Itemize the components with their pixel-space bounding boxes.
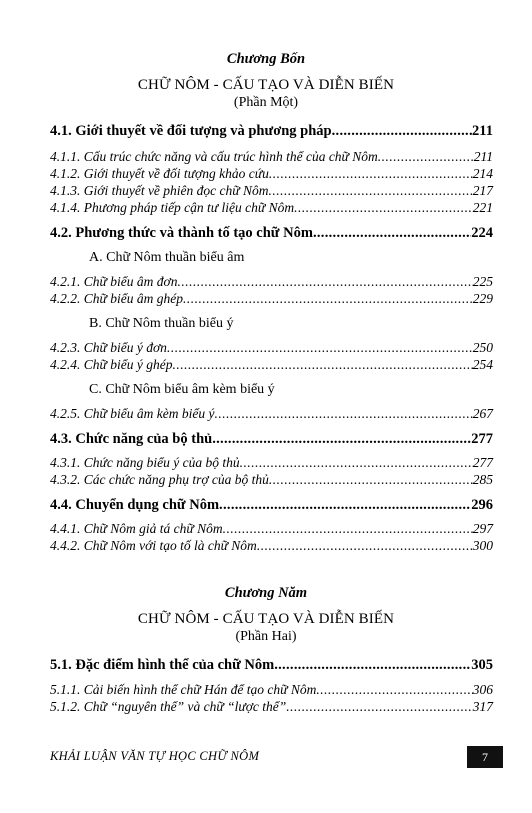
running-footer-title: KHẢI LUẬN VĂN TỰ HỌC CHỮ NÔM: [50, 749, 260, 763]
leader-dots: [269, 166, 473, 182]
toc-entry-label: 5.1. Đặc điểm hình thể của chữ Nôm: [50, 657, 275, 673]
leader-dots: [316, 682, 472, 698]
toc-entry-label: 4.2. Phương thức và thành tố tạo chữ Nôm: [50, 225, 313, 241]
leader-dots: [269, 183, 473, 199]
toc-page-number: 277: [472, 455, 493, 470]
toc-entry-label: 4.3. Chức năng của bộ thủ: [50, 431, 213, 447]
chapter-five-heading: [0, 584, 532, 645]
toc-page-number: 250: [472, 340, 493, 355]
toc-page-number: 317: [472, 699, 493, 714]
toc-entry-label: 5.1.1. Cải biến hình thể chữ Hán để tạo chữ Nôm: [50, 682, 317, 697]
leader-dots: [212, 430, 471, 448]
toc-entry-4-1-4[interactable]: [50, 200, 493, 216]
toc-entry-label: 4.4.1. Chữ Nôm giả tá chữ Nôm: [50, 521, 223, 536]
leader-dots: [167, 340, 473, 356]
leader-dots: [294, 200, 473, 216]
toc-page-number: 267: [472, 406, 493, 421]
toc-page-number: 225: [472, 274, 493, 289]
toc-page-number: 229: [472, 291, 493, 306]
toc-group-a: A. Chữ Nôm thuần biểu âm: [89, 250, 245, 265]
chapter-title: CHỮ NÔM - CẤU TẠO VÀ DIỄN BIẾN: [137, 77, 395, 93]
leader-dots: [219, 496, 471, 514]
toc-entry-label: 4.1.2. Giới thuyết về đối tượng khảo cứu: [50, 166, 269, 181]
leader-dots: [240, 455, 473, 471]
toc-entry-4-4-2[interactable]: [50, 538, 493, 554]
toc-entry-5-1-2[interactable]: [50, 699, 493, 715]
leader-dots: [286, 699, 472, 715]
leader-dots: [214, 406, 472, 422]
toc-entry-4-3-2[interactable]: [50, 472, 493, 488]
toc-entry-label: 4.2.1. Chữ biểu âm đơn: [50, 274, 178, 289]
leader-dots: [274, 656, 471, 674]
leader-dots: [177, 274, 472, 290]
toc-group-c: C. Chữ Nôm biểu âm kèm biểu ý: [89, 382, 275, 397]
leader-dots: [378, 149, 474, 165]
toc-page-number: 285: [472, 472, 493, 487]
leader-dots: [332, 122, 472, 140]
toc-page-number: 297: [472, 521, 493, 536]
toc-entry-4-3-1[interactable]: [50, 455, 493, 471]
toc-entry-4-2-3[interactable]: [50, 340, 493, 356]
toc-entry-label: 4.1.4. Phương pháp tiếp cận tư liệu chữ Nôm: [50, 200, 295, 215]
leader-dots: [257, 538, 473, 554]
chapter-label: Chương Năm: [224, 585, 308, 601]
toc-entry-label: 4.2.3. Chữ biểu ý đơn: [50, 340, 167, 355]
toc-entry-label: 4.4. Chuyển dụng chữ Nôm: [50, 497, 220, 513]
chapter-label: Chương Bốn: [226, 51, 306, 67]
toc-page-number: 211: [473, 149, 493, 164]
toc-entry-4-2-5[interactable]: [50, 406, 493, 422]
chapter-title: CHỮ NÔM - CẤU TẠO VÀ DIỄN BIẾN: [137, 611, 395, 627]
leader-dots: [313, 224, 471, 242]
chapter-part: (Phần Hai): [235, 629, 297, 644]
toc-entry-4-2-1[interactable]: [50, 274, 493, 290]
toc-page-number: 224: [471, 225, 493, 241]
toc-page-number: 306: [472, 682, 493, 697]
toc-page-number: 217: [472, 183, 493, 198]
toc-entry-4-1-2[interactable]: [50, 166, 493, 182]
leader-dots: [172, 357, 472, 373]
page-number-badge: 7: [467, 746, 503, 768]
toc-entry-5-1-1[interactable]: [50, 682, 493, 698]
toc-group-b: B. Chữ Nôm thuần biểu ý: [89, 316, 234, 331]
toc-page-number: 211: [472, 123, 493, 139]
toc-entry-4-1-3[interactable]: [50, 183, 493, 199]
toc-entry-label: 4.1. Giới thuyết về đối tượng và phương pháp: [50, 123, 332, 139]
toc-entry-4-2-2[interactable]: [50, 291, 493, 307]
toc-page-number: 305: [471, 657, 493, 673]
toc-entry-4-1-1[interactable]: [50, 149, 493, 165]
leader-dots: [223, 521, 473, 537]
toc-entry-4-3[interactable]: [50, 430, 493, 448]
toc-entry-4-4[interactable]: [50, 496, 493, 514]
toc-entry-4-1[interactable]: [50, 122, 493, 140]
chapter-part: (Phần Một): [233, 95, 299, 110]
toc-page-number: 254: [472, 357, 493, 372]
toc-entry-label: 4.2.4. Chữ biểu ý ghép: [50, 357, 173, 372]
toc-page-number: 296: [471, 497, 493, 513]
toc-entry-label: 4.2.5. Chữ biểu âm kèm biểu ý: [50, 406, 215, 421]
toc-page-number: 277: [471, 431, 493, 447]
toc-page-number: 221: [472, 200, 493, 215]
toc-entry-label: 4.2.2. Chữ biểu âm ghép: [50, 291, 183, 306]
toc-entry-label: 4.3.2. Các chức năng phụ trợ của bộ thủ: [50, 472, 269, 487]
leader-dots: [183, 291, 473, 307]
toc-entry-label: 4.3.1. Chức năng biểu ý của bộ thủ: [50, 455, 240, 470]
toc-entry-4-2-4[interactable]: [50, 357, 493, 373]
leader-dots: [269, 472, 473, 488]
toc-page-number: 300: [472, 538, 493, 553]
toc-entry-label: 4.1.1. Cấu trúc chức năng và cấu trúc hình thể của chữ Nôm: [50, 149, 378, 164]
toc-entry-label: 5.1.2. Chữ “nguyên thể” và chữ “lược thể”: [50, 699, 287, 714]
toc-entry-5-1[interactable]: [50, 656, 493, 674]
toc-page-number: 214: [472, 166, 493, 181]
toc-entry-label: 4.4.2. Chữ Nôm với tạo tố là chữ Nôm: [50, 538, 257, 553]
toc-entry-4-2[interactable]: [50, 224, 493, 242]
toc-entry-label: 4.1.3. Giới thuyết về phiên đọc chữ Nôm: [50, 183, 269, 198]
chapter-four-heading: [0, 50, 532, 111]
toc-entry-4-4-1[interactable]: [50, 521, 493, 537]
